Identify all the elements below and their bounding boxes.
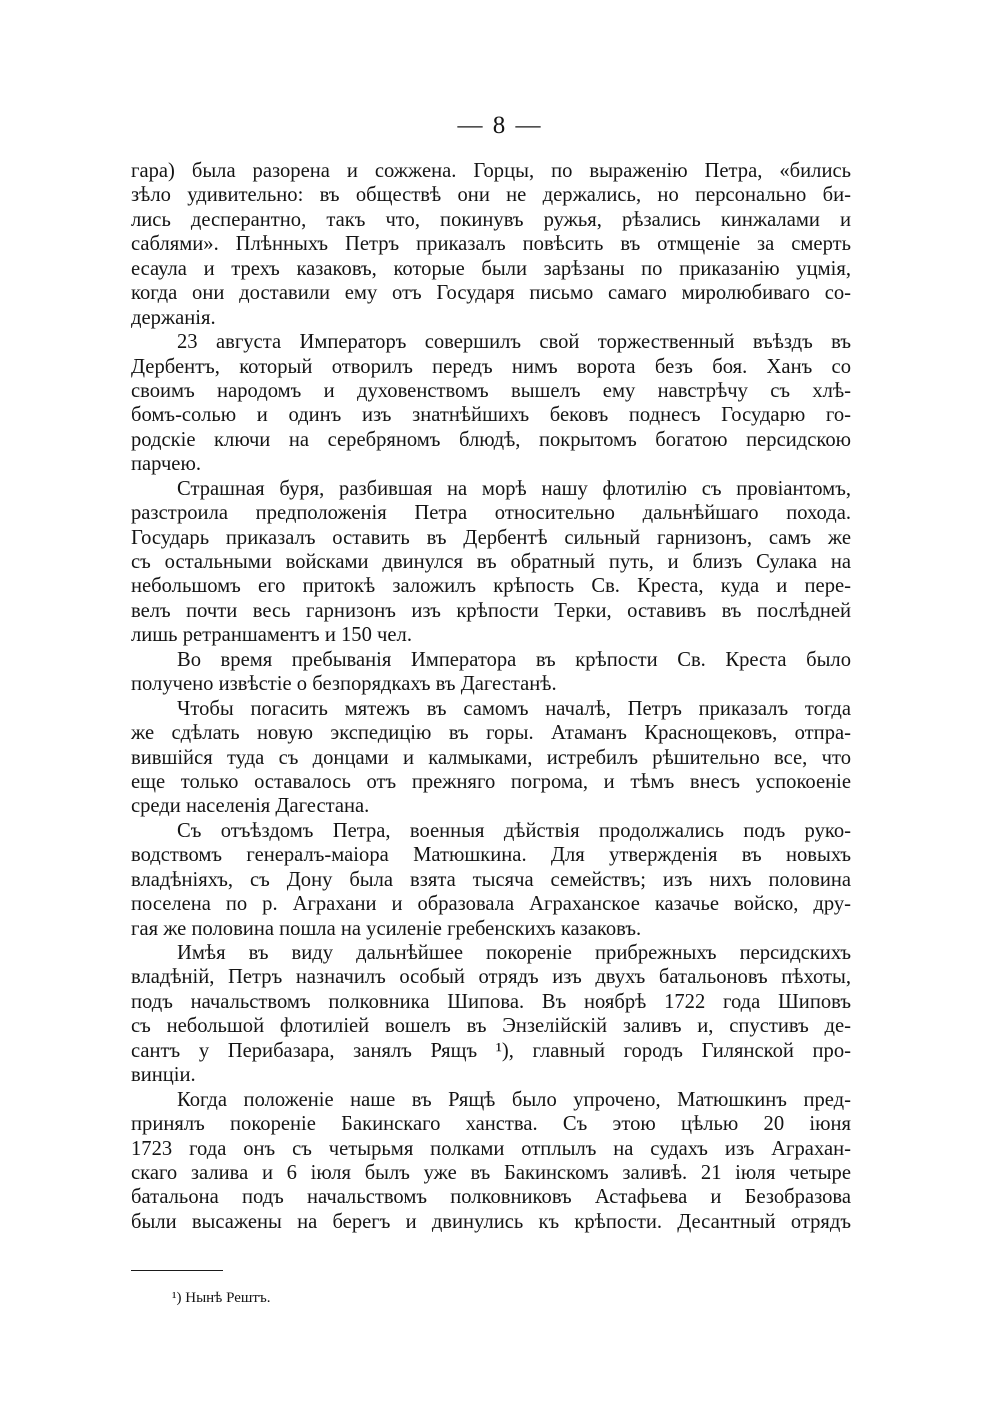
text-line: бомъ-солью и одинъ изъ знатнѣйшихъ бековъ поднесъ Государю го- (131, 404, 851, 427)
text-line: лишь ретраншаментъ и 150 чел. (131, 624, 412, 647)
text-line: принялъ покореніе Бакинскаго ханства. Съ этою цѣлью 20 іюня (131, 1113, 851, 1136)
text-line: велъ почти весь гарнизонъ изъ крѣпости Терки, оставивъ въ послѣдней (131, 599, 851, 622)
body-text (131, 159, 851, 1234)
text-line: Во время пребыванія Императора въ крѣпости Св. Креста было (177, 648, 851, 671)
text-line: саблями». Плѣнныхъ Петръ приказалъ повѣсить въ отмщеніе за смерть (131, 233, 851, 256)
text-line: скаго залива и 6 іюля былъ уже въ Бакинскомъ заливѣ. 21 іюля четыре (131, 1161, 851, 1184)
text-line: подъ начальствомъ полковника Шипова. Въ ноябрѣ 1722 года Шиповъ (131, 990, 851, 1013)
text-line: еще только оставалось отъ прежняго погрома, и тѣмъ внесъ успокоеніе (131, 770, 851, 793)
text-line: 1723 года онъ съ четырьмя полками отплылъ на судахъ изъ Аграхан- (131, 1137, 851, 1160)
text-line: Когда положеніе наше въ Рящѣ было упрочено, Матюшкинъ пред- (177, 1088, 851, 1111)
text-line: батальона подъ начальствомъ полковниковъ Астафьева и Безобразова (131, 1186, 851, 1209)
text-line: Страшная буря, разбившая на морѣ нашу флотилію съ провіантомъ, (177, 477, 851, 500)
text-line: разстроила предположенія Петра относительно дальнѣйшаго похода. (131, 502, 851, 525)
text-line: лись десперантно, такъ что, покинувъ ружья, рѣзались кинжалами и (131, 208, 851, 231)
text-line: когда они доставили ему отъ Государя письмо самаго миролюбиваго со- (131, 282, 851, 305)
text-line: винціи. (131, 1064, 196, 1087)
text-line: вившійся туда съ донцами и калмыками, истребилъ рѣшительно все, что (131, 746, 851, 769)
text-line: гая же половина пошла на усиленіе гребенскихъ казаковъ. (131, 917, 642, 940)
text-line: парчею. (131, 453, 201, 476)
text-line: получено извѣстіе о безпорядкахъ въ Дагестанѣ. (131, 673, 557, 696)
text-line: съ остальными войсками двинулся въ обратный путь, и близъ Сулака на (131, 551, 851, 573)
text-line: водствомъ генералъ-маіора Матюшкина. Для утвержденія въ новыхъ (131, 844, 851, 867)
text-line: сантъ у Перибазара, занялъ Рящъ ¹), главный городъ Гилянской про- (131, 1039, 851, 1062)
page-number: — 8 — (457, 112, 543, 139)
text-line: владѣній, Петръ назначилъ особый отрядъ изъ двухъ батальоновъ пѣхоты, (131, 966, 851, 989)
text-line: своимъ народомъ и духовенствомъ вышелъ ему навстрѣчу съ хлѣ- (131, 379, 851, 402)
text-line: были высажены на берегъ и двинулись къ крѣпости. Десантный отрядъ (131, 1210, 851, 1233)
text-line: Съ отъѣздомъ Петра, военныя дѣйствія продолжались подъ руко- (177, 819, 851, 842)
text-line: Чтобы погасить мятежъ въ самомъ началѣ, Петръ приказалъ тогда (177, 697, 851, 720)
text-line: зѣло удивительно: въ обществѣ они не держались, но персонально би- (131, 184, 851, 207)
text-line: есаула и трехъ казаковъ, которые были зарѣзаны по приказанію уцмія, (131, 257, 851, 280)
text-line: владѣніяхъ, съ Дону была взята тысяча семействъ; изъ нихъ половина (131, 868, 851, 891)
text-line: родскіе ключи на серебряномъ блюдѣ, покрытомъ богатою персидскою (131, 428, 851, 451)
text-line: съ небольшой флотиліей вошелъ въ Энзелійскій заливъ и, спустивъ де- (131, 1015, 851, 1038)
text-line: гара) была разорена и сожжена. Горцы, по выраженію Петра, «бились (131, 160, 851, 182)
text-line: Имѣя въ виду дальнѣйшее покореніе прибрежныхъ персидскихъ (177, 942, 851, 964)
text-line: же сдѣлать новую экспедицію въ горы. Атаманъ Краснощековъ, отпра- (131, 722, 851, 745)
text-line: 23 августа Императоръ совершилъ свой торжественный въѣздъ въ (177, 331, 851, 354)
text-line: поселена по р. Аграхани и образовала Аграханское казачье войско, дру- (131, 893, 851, 916)
text-line: среди населенія Дагестана. (131, 795, 370, 818)
text-line: Государь приказалъ оставить въ Дербентѣ сильный гарнизонъ, самъ же (131, 526, 851, 549)
text-line: Дербентъ, который отворилъ передъ нимъ ворота безъ боя. Ханъ со (131, 355, 851, 378)
footnote-divider (131, 1270, 223, 1271)
footnote: ¹) Нынѣ Рештъ. (172, 1290, 271, 1306)
text-line: держанія. (131, 306, 216, 329)
text-line: небольшомъ его притокѣ заложилъ крѣпость Св. Креста, куда и пере- (131, 575, 851, 598)
